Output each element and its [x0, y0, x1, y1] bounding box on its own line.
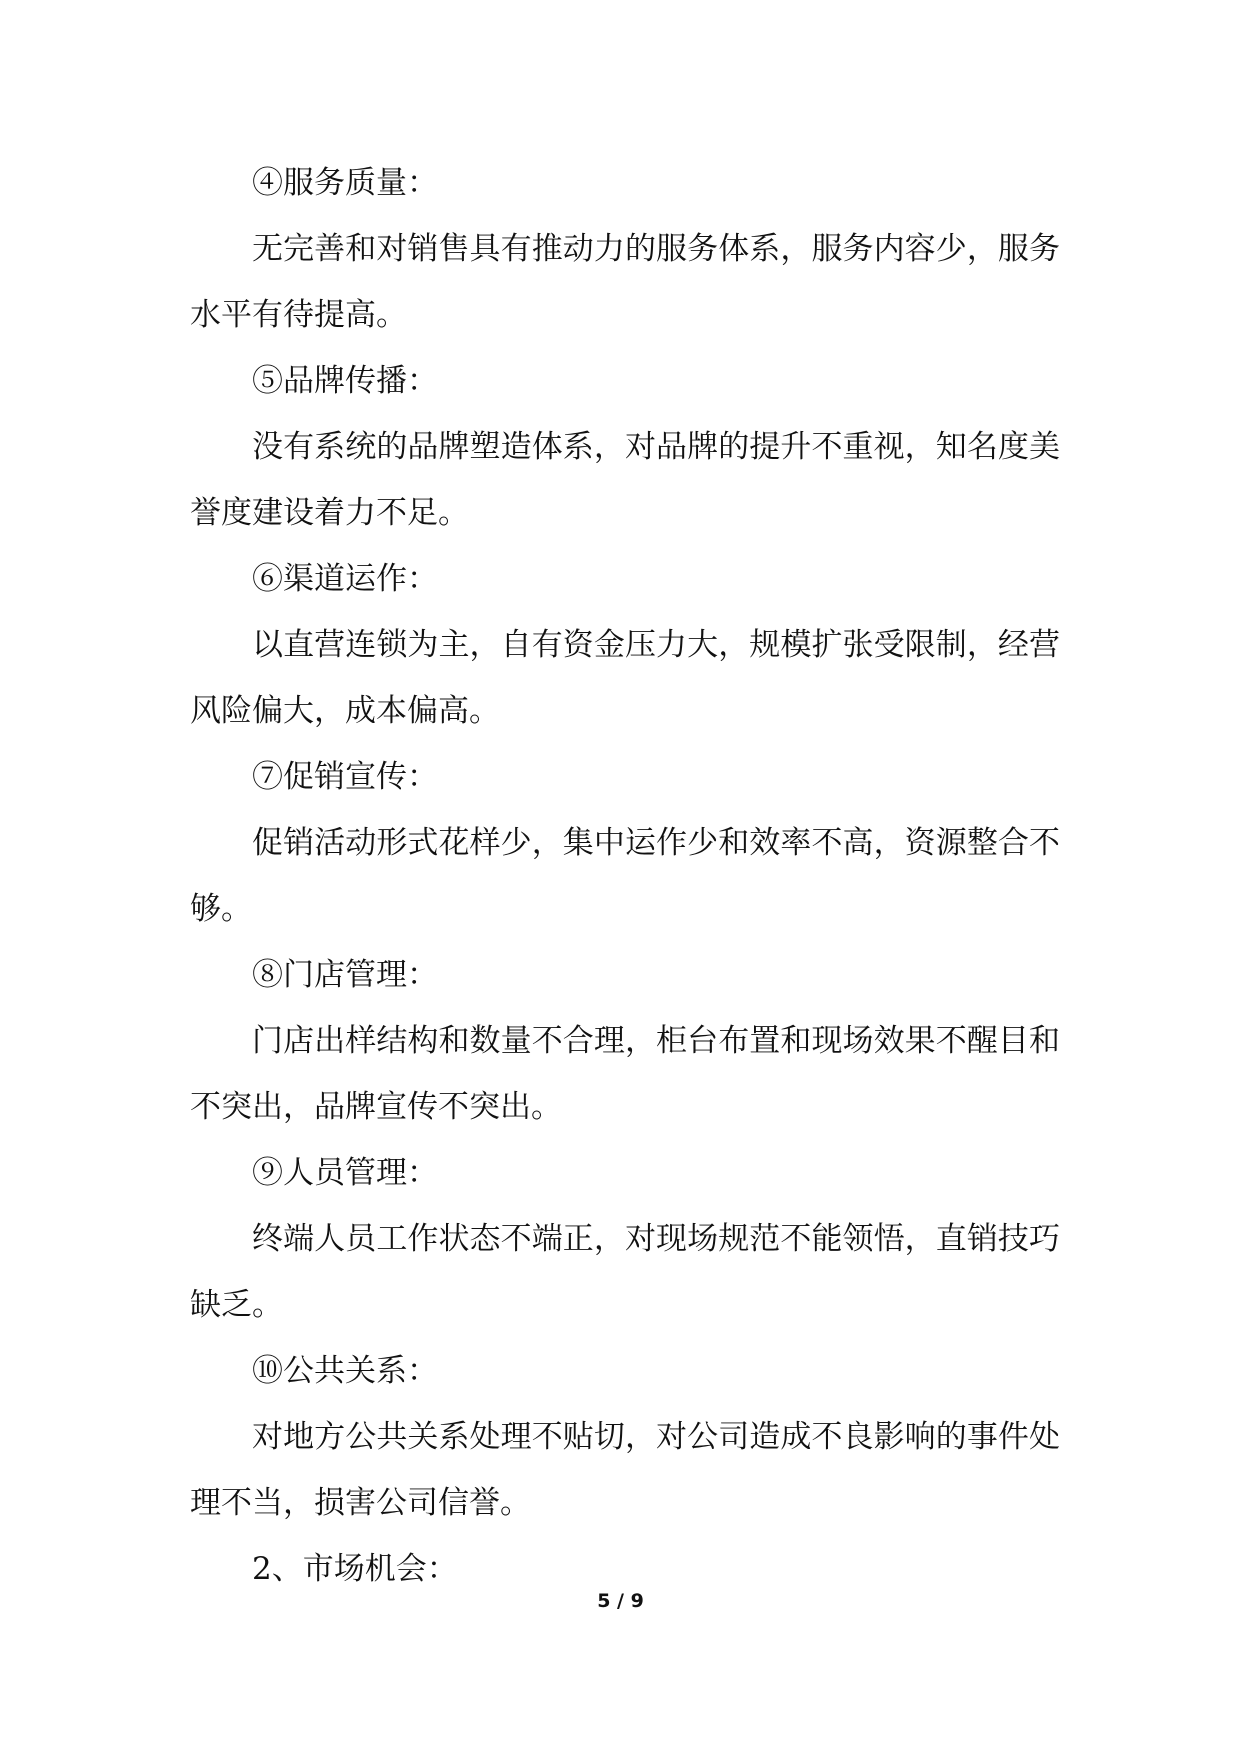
document-body	[190, 150, 1060, 1602]
section-heading-promotion: ⑦促销宣传：	[252, 759, 438, 795]
paragraph-staff-management: 终端人员工作状态不端正，对现场规范不能领悟，直销技巧缺乏。	[190, 1221, 1060, 1323]
paragraph-brand-communication: 没有系统的品牌塑造体系，对品牌的提升不重视，知名度美誉度建设着力不足。	[190, 429, 1060, 531]
paragraph-store-management: 门店出样结构和数量不合理，柜台布置和现场效果不醒目和不突出，品牌宣传不突出。	[190, 1023, 1060, 1125]
paragraph-channel-operation: 以直营连锁为主，自有资金压力大，规模扩张受限制，经营风险偏大，成本偏高。	[190, 627, 1060, 729]
page-number: 5 / 9	[597, 1590, 644, 1612]
section-heading-store-management: ⑧门店管理：	[252, 957, 438, 993]
paragraph-promotion: 促销活动形式花样少，集中运作少和效率不高，资源整合不够。	[190, 825, 1060, 927]
section-heading-channel-operation: ⑥渠道运作：	[252, 561, 438, 597]
section-heading-market-opportunity: 2、市场机会：	[252, 1551, 458, 1587]
paragraph-service-quality: 无完善和对销售具有推动力的服务体系，服务内容少，服务水平有待提高。	[190, 231, 1060, 333]
section-heading-brand-communication: ⑤品牌传播：	[252, 363, 438, 399]
section-heading-service-quality: ④服务质量：	[252, 165, 438, 201]
paragraph-public-relations: 对地方公共关系处理不贴切，对公司造成不良影响的事件处理不当，损害公司信誉。	[190, 1419, 1060, 1521]
section-heading-staff-management: ⑨人员管理：	[252, 1155, 438, 1191]
section-heading-public-relations: ⑩公共关系：	[252, 1353, 438, 1389]
